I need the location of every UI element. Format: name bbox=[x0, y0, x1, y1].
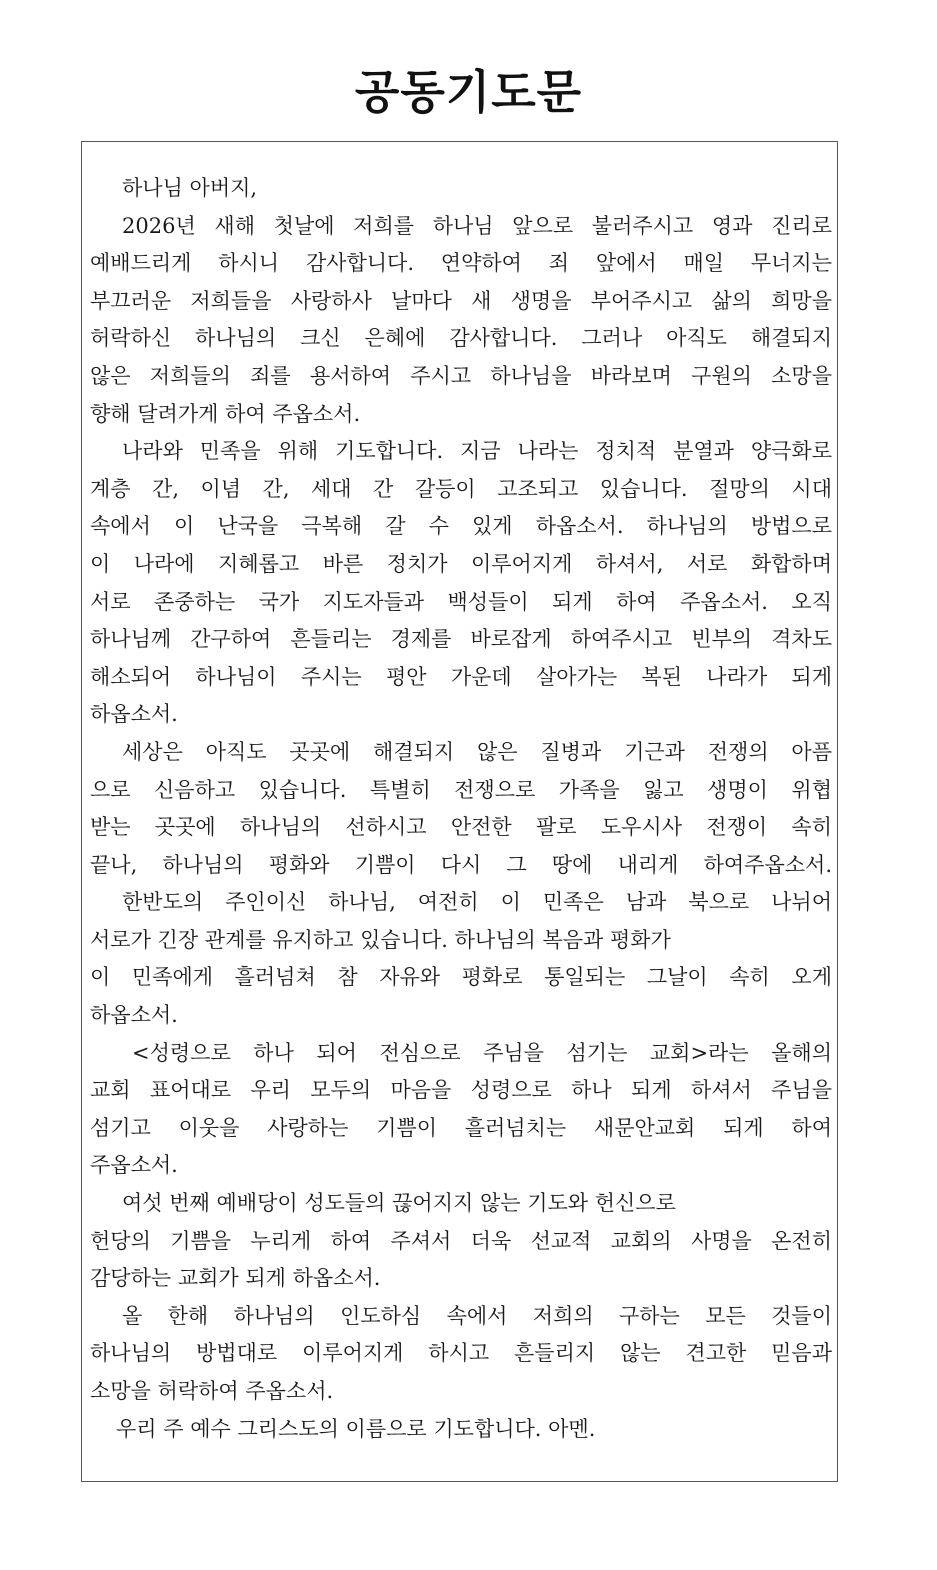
prayer-line: 소망을 허락하여 주옵소서. bbox=[90, 1379, 334, 1403]
prayer-line: 하옵소서. bbox=[90, 1003, 178, 1028]
prayer-line: 2026년 새해 첫날에 저희를 하나님 앞으로 불러주시고 영과 진리로 bbox=[122, 213, 832, 238]
prayer-line: 이 나라에 지혜롭고 바른 정치가 이루어지게 하셔서, 서로 화합하며 bbox=[90, 551, 832, 576]
prayer-line: 계층 간, 이념 간, 세대 간 갈등이 고조되고 있습니다. 절망의 시대 bbox=[90, 476, 832, 501]
prayer-line: 하나님의 방법대로 이루어지게 하시고 흔들리지 않는 견고한 믿음과 bbox=[90, 1341, 832, 1366]
prayer-line: 하나님 아버지, bbox=[122, 176, 258, 200]
prayer-line: 하나님께 간구하여 흔들리는 경제를 바로잡게 하여주시고 빈부의 격차도 bbox=[90, 627, 832, 652]
prayer-line: 섬기고 이웃을 사랑하는 기쁨이 흘러넘치는 새문안교회 되게 하여 bbox=[90, 1115, 832, 1140]
prayer-line: 교회 표어대로 우리 모두의 마음을 성령으로 하나 되게 하셔서 주님을 bbox=[90, 1078, 832, 1103]
prayer-line: 서로가 긴장 관계를 유지하고 있습니다. 하나님의 복음과 평화가 bbox=[90, 927, 671, 952]
prayer-line: 으로 신음하고 있습니다. 특별히 전쟁으로 가족을 잃고 생명이 위협 bbox=[90, 777, 832, 802]
prayer-line: 여섯 번째 예배당이 성도들의 끊어지지 않는 기도와 헌신으로 bbox=[122, 1191, 676, 1216]
prayer-line: 않은 저희들의 죄를 용서하여 주시고 하나님을 바라보며 구원의 소망을 bbox=[90, 363, 832, 388]
prayer-line: 세상은 아직도 곳곳에 해결되지 않은 질병과 기근과 전쟁의 아픔 bbox=[122, 739, 832, 764]
prayer-line: 올 한해 하나님의 인도하심 속에서 저희의 구하는 모든 것들이 bbox=[122, 1303, 832, 1328]
prayer-line: 한반도의 주인이신 하나님, 여전히 이 민족은 남과 북으로 나뉘어 bbox=[122, 890, 832, 915]
prayer-line: 끝나, 하나님의 평화와 기쁨이 다시 그 땅에 내리게 하여주옵소서. bbox=[90, 852, 832, 877]
prayer-line: 주옵소서. bbox=[90, 1153, 178, 1178]
prayer-line: 이 민족에게 흘러넘쳐 참 자유와 평화로 통일되는 그날이 속히 오게 bbox=[90, 965, 832, 990]
prayer-line: 허락하신 하나님의 크신 은혜에 감사합니다. 그러나 아직도 해결되지 bbox=[90, 326, 832, 351]
prayer-line: 우리 주 예수 그리스도의 이름으로 기도합니다. 아멘. bbox=[116, 1416, 596, 1441]
prayer-line: 감당하는 교회가 되게 하옵소서. bbox=[90, 1266, 381, 1291]
prayer-line: 받는 곳곳에 하나님의 선하시고 안전한 팔로 도우시사 전쟁이 속히 bbox=[90, 815, 832, 840]
prayer-line: 나라와 민족을 위해 기도합니다. 지금 나라는 정치적 분열과 양극화로 bbox=[122, 439, 832, 464]
prayer-line: 부끄러운 저희들을 사랑하사 날마다 새 생명을 부어주시고 삶의 희망을 bbox=[90, 288, 832, 313]
prayer-line: 하옵소서. bbox=[90, 702, 178, 727]
prayer-line: 속에서 이 난국을 극복해 갈 수 있게 하옵소서. 하나님의 방법으로 bbox=[90, 514, 832, 539]
prayer-line: 헌당의 기쁨을 누리게 하여 주셔서 더욱 선교적 교회의 사명을 온전히 bbox=[90, 1228, 832, 1253]
page-title: 공동기도문 bbox=[354, 65, 583, 119]
prayer-line: 예배드리게 하시니 감사합니다. 연약하여 죄 앞에서 매일 무너지는 bbox=[90, 251, 832, 276]
prayer-line: 해소되어 하나님이 주시는 평안 가운데 살아가는 복된 나라가 되게 bbox=[90, 664, 832, 689]
prayer-line: <성령으로 하나 되어 전심으로 주님을 섬기는 교회>라는 올해의 bbox=[132, 1040, 832, 1065]
prayer-line: 서로 존중하는 국가 지도자들과 백성들이 되게 하여 주옵소서. 오직 bbox=[90, 589, 832, 614]
prayer-line: 향해 달려가게 하여 주옵소서. bbox=[90, 401, 361, 426]
prayer-body bbox=[90, 174, 832, 1452]
